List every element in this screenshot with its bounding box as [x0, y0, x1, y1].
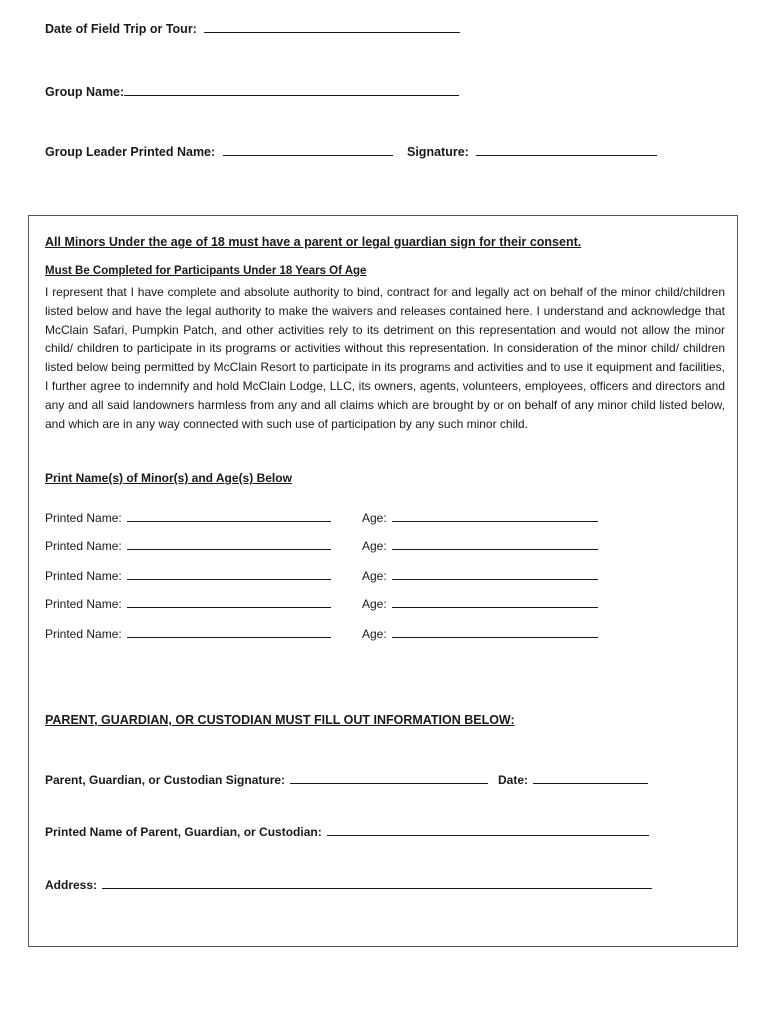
minor-name-label: Printed Name:	[45, 627, 122, 641]
trip-date-field	[45, 20, 460, 36]
address-field	[45, 876, 652, 892]
consent-title: All Minors Under the age of 18 must have a parent or legal guardian sign for their consent.	[45, 235, 582, 249]
address-input[interactable]	[102, 876, 652, 889]
guardian-name-input[interactable]	[327, 823, 649, 836]
guardian-name-field	[45, 823, 649, 839]
minor-age-field	[362, 509, 598, 525]
minor-age-label: Age:	[362, 597, 387, 611]
minor-age-label: Age:	[362, 539, 387, 553]
minor-name-input[interactable]	[127, 625, 331, 638]
minor-name-input[interactable]	[127, 537, 331, 550]
consent-body: I represent that I have complete and absolute authority to bind, contract for and legally act on behalf of the minor child/children listed below and have the legal authority to make the waivers and releases contained here. I understand and acknowledge that McClain Safari, Pumpkin Patch, and other activities rely to its detriment on this representation and would not allow the minor child/ children to participate in its programs or activities without this representation. In consideration of the minor child/ children listed below being permitted by McClain Resort to participate in its programs and activities and to use it equipment and facilities, I further agree to indemnify and hold McClain Lodge, LLC, its owners, agents, volunteers, employees, officers and directors and any and all said landowners harmless from any and all claims which are brought by or on behalf of any minor child listed below, and which are in any way connected with such use of participation by any such minor child.	[45, 285, 725, 431]
minor-age-field	[362, 567, 598, 583]
minor-age-input[interactable]	[392, 595, 598, 608]
minor-age-label: Age:	[362, 569, 387, 583]
minor-age-field	[362, 625, 598, 641]
group-leader-input[interactable]	[223, 143, 393, 156]
minor-name-label: Printed Name:	[45, 539, 122, 553]
minor-age-field	[362, 595, 598, 611]
guardian-heading: PARENT, GUARDIAN, OR CUSTODIAN MUST FILL OUT INFORMATION BELOW:	[45, 713, 515, 727]
guardian-signature-field	[45, 771, 488, 787]
leader-signature-input[interactable]	[476, 143, 657, 156]
leader-signature-field	[407, 143, 657, 159]
minors-heading: Print Name(s) of Minor(s) and Age(s) Below	[45, 471, 292, 485]
trip-date-input[interactable]	[204, 20, 460, 33]
minor-name-label: Printed Name:	[45, 569, 122, 583]
minor-name-field	[45, 509, 331, 525]
minor-age-field	[362, 537, 598, 553]
leader-signature-label: Signature:	[407, 145, 469, 159]
minor-age-input[interactable]	[392, 537, 598, 550]
minor-name-field	[45, 537, 331, 553]
minor-name-input[interactable]	[127, 567, 331, 580]
group-name-input[interactable]	[124, 83, 459, 96]
address-label: Address:	[45, 878, 98, 892]
consent-subtitle: Must Be Completed for Participants Under 18 Years Of Age	[45, 265, 367, 277]
guardian-signature-input[interactable]	[290, 771, 488, 784]
minor-name-input[interactable]	[127, 509, 331, 522]
minor-name-field	[45, 625, 331, 641]
group-name-field	[45, 83, 459, 99]
guardian-signature-label: Parent, Guardian, or Custodian Signature:	[45, 773, 286, 787]
group-name-label: Group Name:	[45, 85, 125, 99]
group-leader-label: Group Leader Printed Name:	[45, 145, 216, 159]
minor-age-label: Age:	[362, 511, 387, 525]
guardian-date-field	[498, 771, 648, 787]
minor-age-label: Age:	[362, 627, 387, 641]
group-leader-field	[45, 143, 393, 159]
guardian-date-label: Date:	[498, 773, 529, 787]
trip-date-label: Date of Field Trip or Tour:	[45, 22, 197, 36]
guardian-name-label: Printed Name of Parent, Guardian, or Custodian:	[45, 825, 322, 839]
guardian-date-input[interactable]	[533, 771, 648, 784]
minor-name-label: Printed Name:	[45, 597, 122, 611]
minor-name-field	[45, 567, 331, 583]
minor-age-input[interactable]	[392, 625, 598, 638]
minor-name-label: Printed Name:	[45, 511, 122, 525]
minor-age-input[interactable]	[392, 567, 598, 580]
minor-name-field	[45, 595, 331, 611]
minor-age-input[interactable]	[392, 509, 598, 522]
minor-name-input[interactable]	[127, 595, 331, 608]
